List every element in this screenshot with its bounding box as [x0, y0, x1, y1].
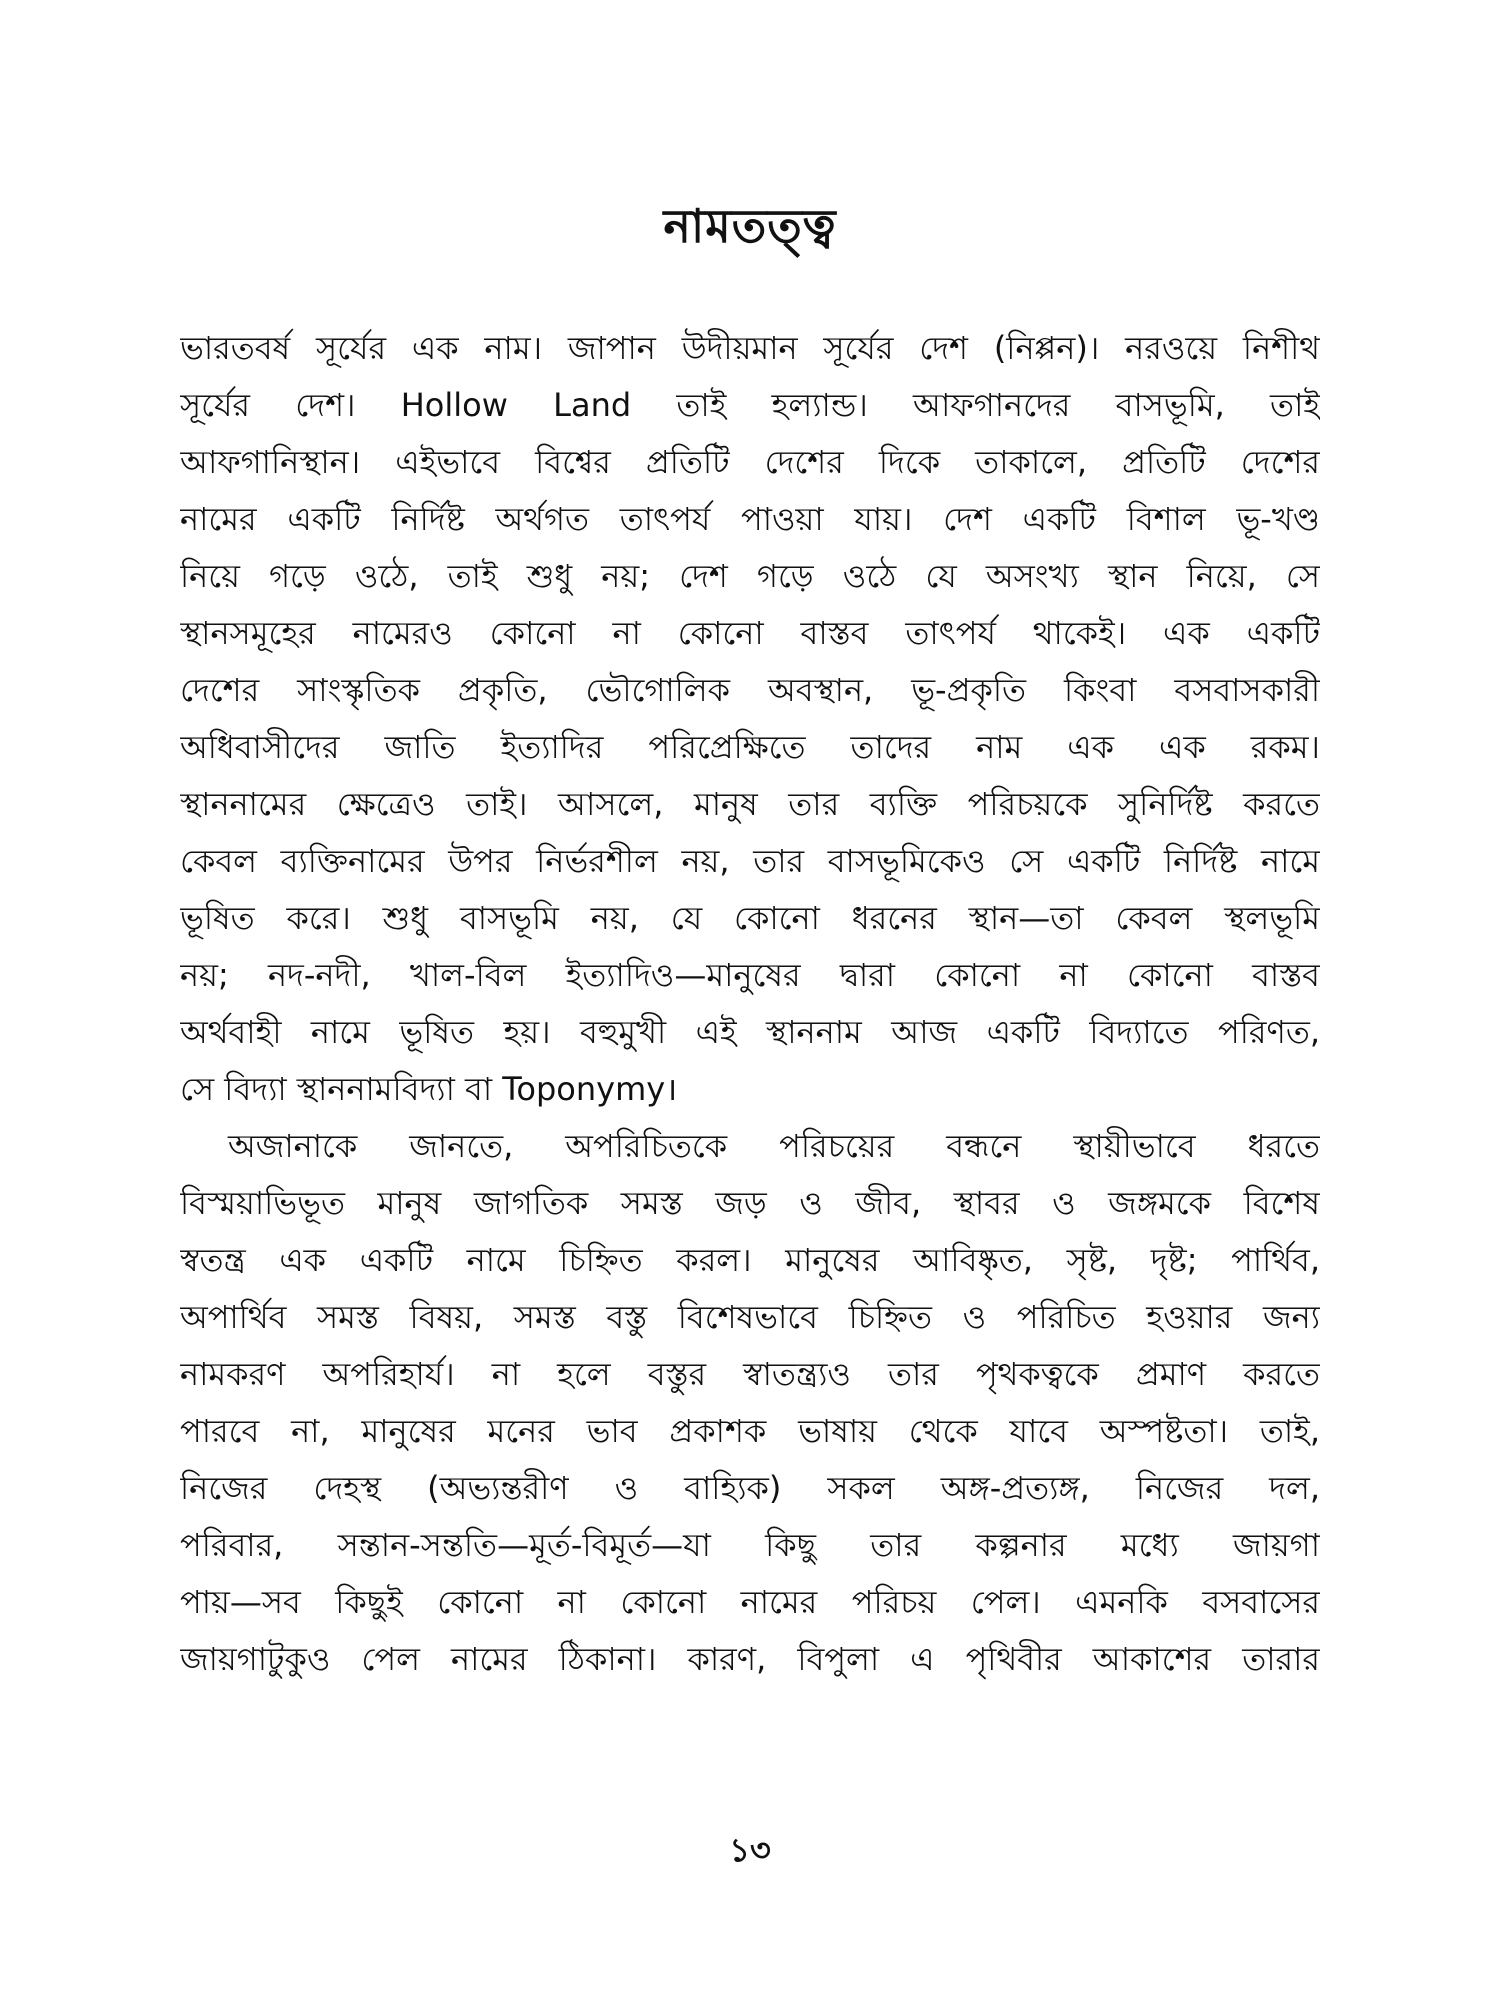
text-line: ভারতবর্ষ সূর্যের এক নাম। জাপান উদীয়মান সূর্যের দেশ (নিপ্পন)। নরওয়ে নিশীথ [180, 329, 1320, 367]
text-line: নিয়ে গড়ে ওঠে, তাই শুধু নয়; দেশ গড়ে ওঠে যে অসংখ্য স্থান নিয়ে, সে [180, 557, 1320, 595]
text-line: আফগানিস্থান। এইভাবে বিশ্বের প্রতিটি দেশের দিকে তাকালে, প্রতিটি দেশের [180, 443, 1320, 481]
text-line: অর্থবাহী নামে ভূষিত হয়। বহুমুখী এই স্থাননাম আজ একটি বিদ্যাতে পরিণত, [180, 1013, 1320, 1051]
page-number: ১৩ [729, 1831, 771, 1869]
text-line: নামকরণ অপরিহার্য। না হলে বস্তুর স্বাতন্ত্র্যও তার পৃথকত্বকে প্রমাণ করতে [180, 1355, 1320, 1393]
text-line: পারবে না, মানুষের মনের ভাব প্রকাশক ভাষায় থেকে যাবে অস্পষ্টতা। তাই, [180, 1412, 1320, 1450]
text-line: দেশের সাংস্কৃতিক প্রকৃতি, ভৌগোলিক অবস্থান, ভূ-প্রকৃতি কিংবা বসবাসকারী [180, 671, 1320, 709]
text-line: স্থাননামের ক্ষেত্রেও তাই। আসলে, মানুষ তার ব্যক্তি পরিচয়কে সুনির্দিষ্ট করতে [180, 785, 1320, 823]
chapter-title: নামতত্ত্ব [663, 199, 837, 253]
text-line: অজানাকে জানতে, অপরিচিতকে পরিচয়ের বন্ধনে স্থায়ীভাবে ধরতে [228, 1127, 1320, 1165]
text-line: স্থানসমূহের নামেরও কোনো না কোনো বাস্তব তাৎপর্য থাকেই। এক একটি [180, 614, 1320, 652]
text-line: সে বিদ্যা স্থাননামবিদ্যা বা Toponymy। [180, 1070, 678, 1108]
body-text [180, 320, 1320, 1688]
text-line: অধিবাসীদের জাতি ইত্যাদির পরিপ্রেক্ষিতে তাদের নাম এক এক রকম। [180, 728, 1320, 766]
text-line: নামের একটি নির্দিষ্ট অর্থগত তাৎপর্য পাওয়া যায়। দেশ একটি বিশাল ভূ-খণ্ড [180, 500, 1320, 538]
text-line: নিজের দেহস্থ (অভ্যন্তরীণ ও বাহ্যিক) সকল অঙ্গ-প্রত্যঙ্গ, নিজের দল, [180, 1469, 1320, 1507]
text-line: ভূষিত করে। শুধু বাসভূমি নয়, যে কোনো ধরনের স্থান—তা কেবল স্থলভূমি [180, 899, 1320, 937]
text-line: অপার্থিব সমস্ত বিষয়, সমস্ত বস্তু বিশেষভাবে চিহ্নিত ও পরিচিত হওয়ার জন্য [180, 1298, 1320, 1336]
text-line: পায়—সব কিছুই কোনো না কোনো নামের পরিচয় পেল। এমনকি বসবাসের [180, 1583, 1320, 1621]
paragraph-2 [180, 1118, 1320, 1688]
text-line: পরিবার, সন্তান-সন্ততি—মূর্ত-বিমূর্ত—যা কিছু তার কল্পনার মধ্যে জায়গা [180, 1526, 1320, 1564]
text-line: স্বতন্ত্র এক একটি নামে চিহ্নিত করল। মানুষের আবিষ্কৃত, সৃষ্ট, দৃষ্ট; পার্থিব, [180, 1241, 1320, 1279]
text-line: সূর্যের দেশ। Hollow Land তাই হল্যান্ড। আফগানদের বাসভূমি, তাই [180, 386, 1320, 424]
text-line: নয়; নদ-নদী, খাল-বিল ইত্যাদিও—মানুষের দ্বারা কোনো না কোনো বাস্তব [180, 956, 1320, 994]
text-line: জায়গাটুকুও পেল নামের ঠিকানা। কারণ, বিপুলা এ পৃথিবীর আকাশের তারার [180, 1640, 1320, 1678]
text-line: কেবল ব্যক্তিনামের উপর নির্ভরশীল নয়, তার বাসভূমিকেও সে একটি নির্দিষ্ট নামে [180, 842, 1320, 880]
paragraph-1 [180, 320, 1320, 1118]
text-line: বিস্ময়াভিভূত মানুষ জাগতিক সমস্ত জড় ও জীব, স্থাবর ও জঙ্গমকে বিশেষ [180, 1184, 1320, 1222]
